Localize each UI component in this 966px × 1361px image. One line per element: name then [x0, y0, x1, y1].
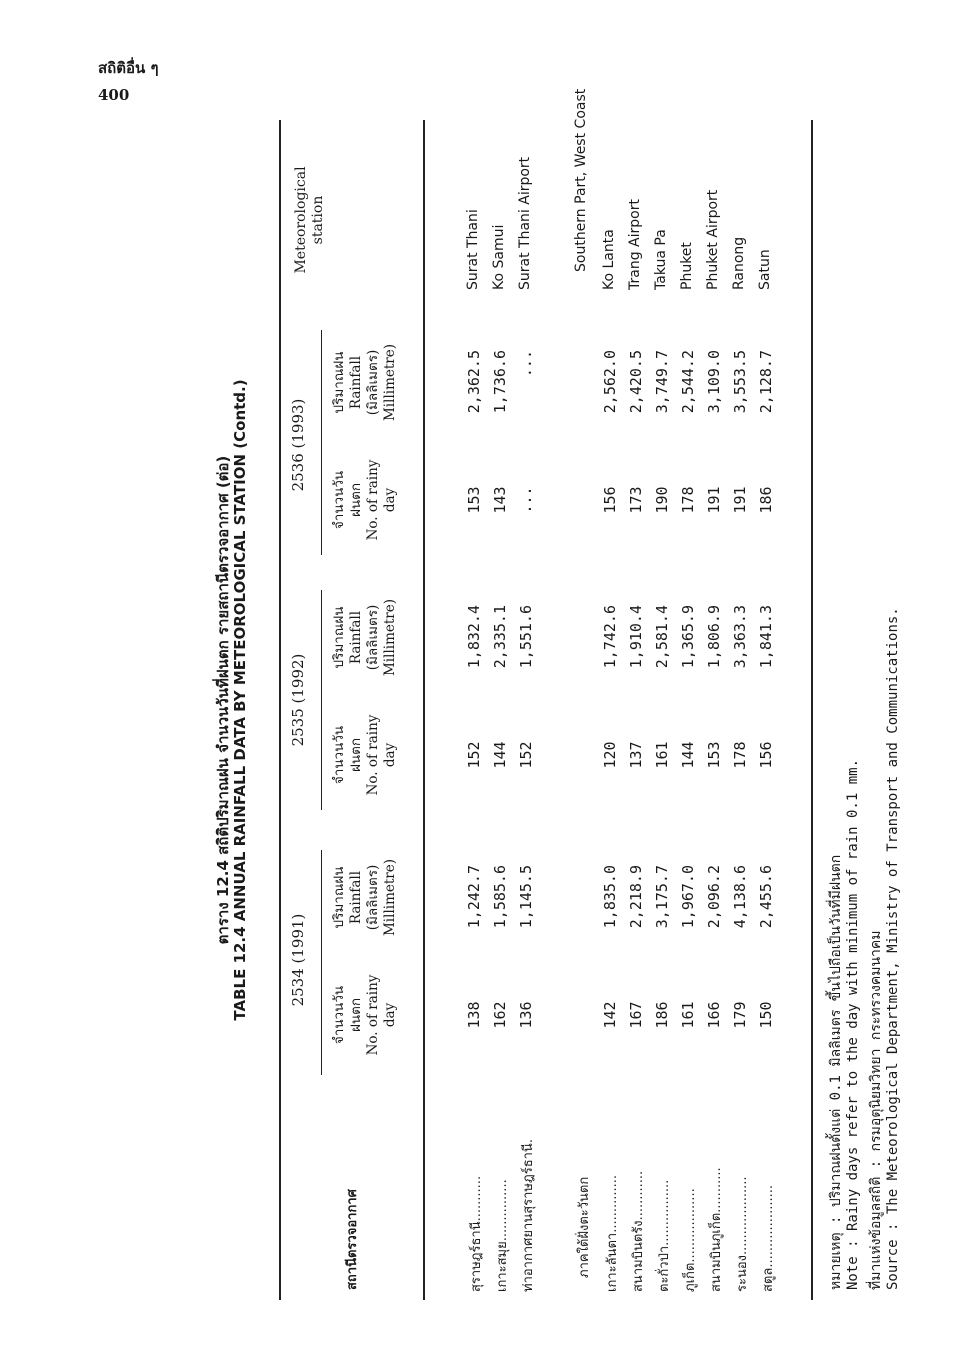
station-th: สุราษฎร์ธานี........... — [469, 1175, 484, 1292]
table-row — [731, 50, 757, 1350]
table-row — [653, 50, 679, 1350]
rainfall-1993: 2,420.5 — [627, 350, 645, 414]
rainfall-1992: 1,841.3 — [757, 605, 775, 669]
rainfall-1993: ... — [517, 350, 535, 378]
header-bottom-rule — [423, 120, 425, 1300]
source-th: ที่มาแห่งข้อมูลสถิติ : กรมอุตุนิยมวิทยา กระทรวงคมนาคม — [868, 930, 884, 1290]
year-header: 2535 (1992) — [289, 653, 307, 747]
station-th: ภูเก็ต.................. — [683, 1188, 698, 1292]
station-en: Phuket Airport — [705, 189, 721, 290]
station-th: ระนอง................... — [735, 1176, 750, 1292]
station-th: เกาะสมุย............... — [495, 1179, 510, 1292]
station-th: ท่าอากาศยานสุราษฎร์ธานี. — [521, 1139, 536, 1292]
table-row — [679, 50, 705, 1350]
rainfall-1992: 3,363.3 — [731, 605, 749, 669]
rotated-table-page — [103, 50, 901, 1350]
rainfall-1992: 1,551.6 — [517, 605, 535, 669]
rainy-days-1991: 167 — [627, 1001, 645, 1029]
rainy-days-1992: 152 — [465, 741, 483, 769]
table-top-rule — [279, 120, 281, 1300]
section-heading-en: Southern Part, West Coast — [573, 88, 589, 272]
station-en-header-line: Meteorological — [293, 166, 309, 274]
rainfall-1992: 1,365.9 — [679, 605, 697, 669]
rainy-days-1991: 136 — [517, 1001, 535, 1029]
rainfall-1992: 2,581.4 — [653, 605, 671, 669]
rainfall-1993: 3,749.7 — [653, 350, 671, 414]
station-en: Surat Thani Airport — [517, 156, 533, 290]
rainfall-1991: 3,175.7 — [653, 865, 671, 929]
rainfall-1993: 2,544.2 — [679, 350, 697, 414]
station-en: Takua Pa — [653, 229, 669, 290]
station-th: สตูล.................... — [761, 1185, 776, 1292]
table-row — [627, 50, 653, 1350]
note-th: หมายเหตุ : ปริมาณฝนตั้งแต่ 0.1 มิลลิเมตร ขึ้นไปถือเป็นวันที่มีฝนตก — [828, 854, 844, 1290]
rainy-days-1991: 150 — [757, 1001, 775, 1029]
station-en: Phuket — [679, 242, 695, 290]
table-row — [705, 50, 731, 1350]
rainfall-1992: 1,832.4 — [465, 605, 483, 669]
rainfall-header: ปริมาณฝน Rainfall (มิลลิเมตร) Millimetre) — [331, 343, 398, 422]
rainy-days-1993: 178 — [679, 486, 697, 514]
rainfall-header: ปริมาณฝน Rainfall (มิลลิเมตร) Millimetre) — [331, 858, 398, 937]
rainfall-1991: 1,967.0 — [679, 865, 697, 929]
station-en: Ko Lanta — [601, 229, 617, 290]
rainfall-1993: 3,109.0 — [705, 350, 723, 414]
station-en: Trang Airport — [627, 199, 643, 290]
rainy-days-1991: 142 — [601, 1001, 619, 1029]
table-row — [465, 50, 491, 1350]
table-row — [491, 50, 517, 1350]
year-rule — [321, 850, 322, 1075]
year-header: 2536 (1993) — [289, 398, 307, 492]
source-en: Source : The Meteorological Department, Ministry of Transport and Communications. — [885, 607, 901, 1290]
rainfall-1991: 4,138.6 — [731, 865, 749, 929]
rainy-days-1993: 156 — [601, 486, 619, 514]
rainy-days-1992: 156 — [757, 741, 775, 769]
station-en: Satun — [757, 249, 773, 290]
rainfall-1991: 2,455.6 — [757, 865, 775, 929]
year-header: 2534 (1991) — [289, 913, 307, 1007]
note-en: Note : Rainy days refer to the day with minimum of rain 0.1 mm. — [845, 758, 861, 1290]
rainy-days-1992: 144 — [491, 741, 509, 769]
rainfall-1991: 2,096.2 — [705, 865, 723, 929]
station-th-header: สถานีตรวจอากาศ — [345, 1189, 360, 1290]
table-row — [757, 50, 783, 1350]
table-row — [601, 50, 627, 1350]
rainfall-1992: 1,806.9 — [705, 605, 723, 669]
station-en-header — [293, 125, 327, 315]
rainfall-1991: 1,835.0 — [601, 865, 619, 929]
rainy-days-1993: 191 — [705, 486, 723, 514]
rainy-days-1993: ... — [517, 486, 535, 514]
rainy-days-1993: 153 — [465, 486, 483, 514]
rainy-days-1991: 166 — [705, 1001, 723, 1029]
rainfall-1993: 2,362.5 — [465, 350, 483, 414]
rainy-days-1992: 161 — [653, 741, 671, 769]
rainy-days-1993: 191 — [731, 486, 749, 514]
rainfall-1991: 1,145.5 — [517, 865, 535, 929]
rainfall-1992: 1,742.6 — [601, 605, 619, 669]
station-th: ตะกั่วป่า................ — [657, 1179, 672, 1292]
rainfall-1992: 2,335.1 — [491, 605, 509, 669]
rainy-days-1992: 178 — [731, 741, 749, 769]
rainy-days-1992: 137 — [627, 741, 645, 769]
station-th: เกาะลันตา.............. — [605, 1174, 620, 1292]
rainy-days-header: จำนวนวัน ฝนตก No. of rainy day — [331, 459, 398, 541]
year-rule — [321, 330, 322, 555]
rainfall-1993: 2,562.0 — [601, 350, 619, 414]
rainfall-1991: 1,242.7 — [465, 865, 483, 929]
rainy-days-1993: 143 — [491, 486, 509, 514]
station-en: Surat Thani — [465, 209, 481, 290]
rainy-days-1992: 144 — [679, 741, 697, 769]
rainy-days-1992: 153 — [705, 741, 723, 769]
rainy-days-header: จำนวนวัน ฝนตก No. of rainy day — [331, 974, 398, 1056]
page-number: 400 — [98, 86, 130, 104]
rainy-days-1993: 173 — [627, 486, 645, 514]
station-en: Ko Samui — [491, 224, 507, 290]
page-header: สถิติอื่น ๆ — [98, 59, 159, 77]
rainfall-1992: 1,910.4 — [627, 605, 645, 669]
station-th: สนามบินตรัง............ — [631, 1170, 646, 1292]
year-rule — [321, 590, 322, 810]
rainy-days-1991: 179 — [731, 1001, 749, 1029]
rainy-days-1991: 186 — [653, 1001, 671, 1029]
table-row — [517, 50, 543, 1350]
rainfall-1993: 3,553.5 — [731, 350, 749, 414]
rainy-days-1991: 138 — [465, 1001, 483, 1029]
rainy-days-1993: 190 — [653, 486, 671, 514]
table-title-th: ตาราง 12.4 สถิติปริมาณฝน จำนวนวันที่ฝนตก รายสถานีตรวจอากาศ (ต่อ) — [214, 455, 232, 945]
rainfall-1993: 2,128.7 — [757, 350, 775, 414]
station-th: สนามบินภูเก็ต........... — [709, 1167, 724, 1292]
rainy-days-header: จำนวนวัน ฝนตก No. of rainy day — [331, 714, 398, 796]
station-en-header-line: station — [310, 195, 326, 245]
rainy-days-1992: 120 — [601, 741, 619, 769]
rainy-days-1991: 161 — [679, 1001, 697, 1029]
rainfall-header: ปริมาณฝน Rainfall (มิลลิเมตร) Millimetre) — [331, 598, 398, 677]
rainfall-1991: 1,585.6 — [491, 865, 509, 929]
table-title-en: TABLE 12.4 ANNUAL RAINFALL DATA BY METEOROLOGICAL STATION (Contd.) — [231, 379, 249, 1021]
section-heading-th: ภาคใต้ฝั่งตะวันตก — [577, 1176, 592, 1278]
rainy-days-1991: 162 — [491, 1001, 509, 1029]
rainy-days-1992: 152 — [517, 741, 535, 769]
rainy-days-1993: 186 — [757, 486, 775, 514]
table-bottom-rule — [811, 120, 813, 1300]
rainfall-1991: 2,218.9 — [627, 865, 645, 929]
station-en: Ranong — [731, 236, 747, 290]
rainfall-1993: 1,736.6 — [491, 350, 509, 414]
